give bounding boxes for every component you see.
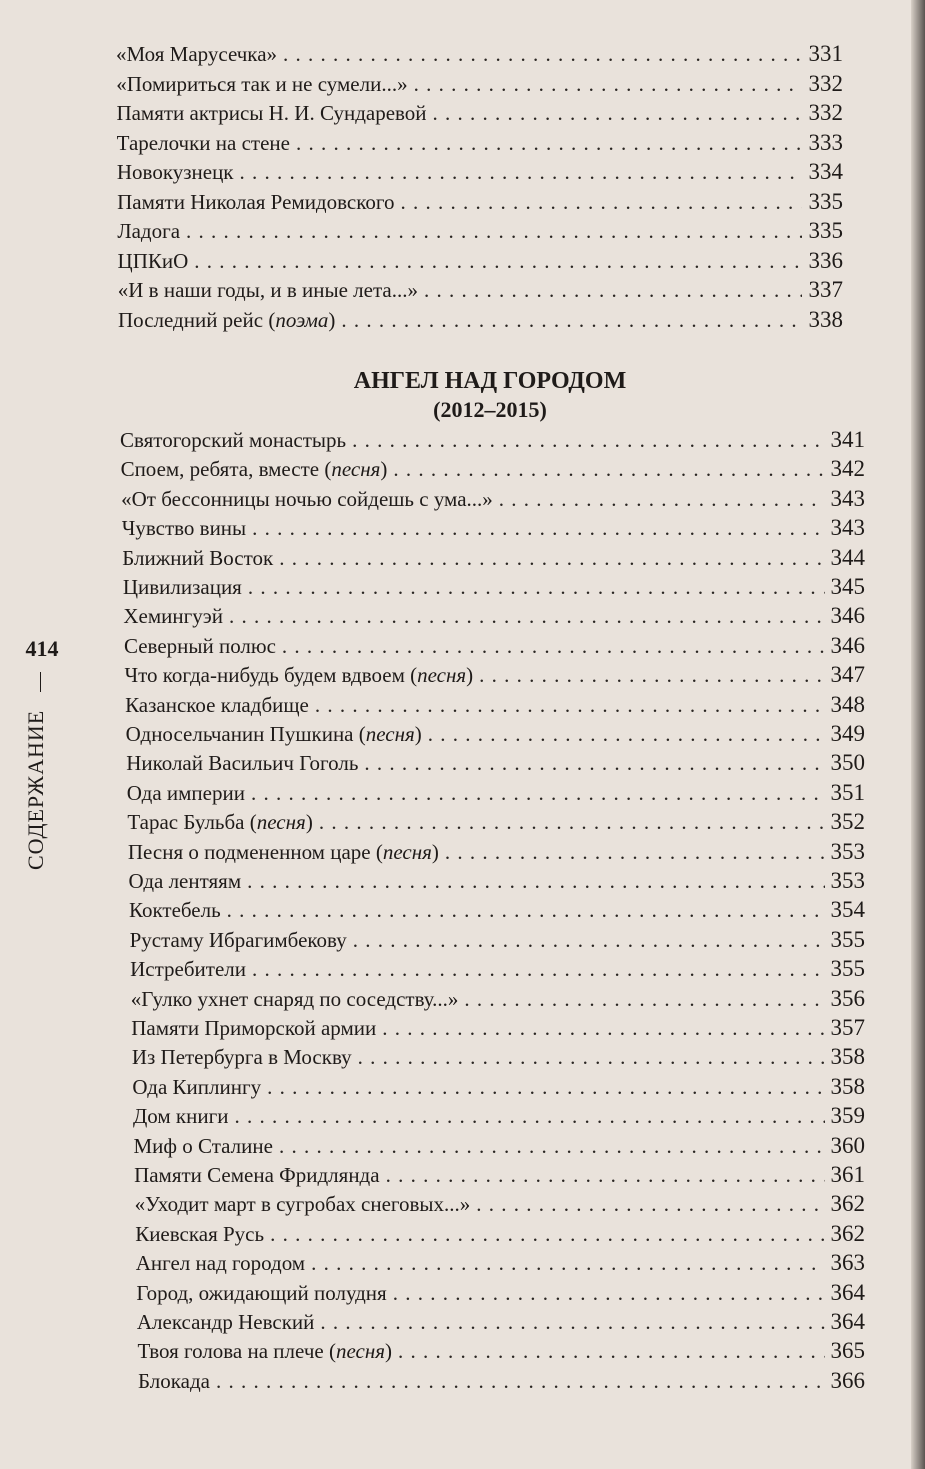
toc-entry [131, 985, 865, 1013]
toc-entry-page: 366 [830, 1367, 865, 1393]
toc-entry-title [117, 158, 234, 186]
dot-leader [252, 955, 824, 983]
toc-entry-title-text: Тарелочки на стене [116, 130, 290, 155]
toc-entry [122, 544, 865, 572]
toc-entry [137, 1337, 865, 1365]
toc-entry-page: 362 [830, 1191, 865, 1217]
toc-entry [134, 1132, 866, 1160]
dot-leader [382, 1014, 824, 1042]
dot-leader [476, 1190, 824, 1218]
toc-entry-page: 362 [830, 1220, 865, 1246]
toc-entry-page: 350 [830, 750, 865, 776]
toc-entry-note: песня [256, 810, 306, 835]
toc-entry-page: 347 [830, 662, 865, 688]
dot-leader [248, 573, 825, 601]
toc-entry-page: 364 [830, 1279, 865, 1305]
dot-leader [311, 1249, 824, 1277]
toc-entry-page: 355 [830, 956, 865, 982]
toc-entry-title-text: Памяти Николая Ремидовского [117, 189, 395, 214]
toc-entry-title-text: Дом книги [132, 1104, 229, 1129]
toc-entry [129, 896, 865, 924]
dot-leader [352, 426, 824, 454]
dot-leader [227, 896, 825, 924]
toc-entry-title-text: Александр Невский [136, 1310, 315, 1334]
dot-leader [386, 1161, 825, 1189]
toc-entry [126, 720, 865, 748]
toc-entry-title [136, 1279, 386, 1307]
toc-entry-title-text: Северный полюс [123, 633, 276, 658]
toc-entry-title-text: Односельчанин Пушкина [125, 722, 354, 746]
toc-entry-title [116, 99, 426, 127]
toc-entry-title [132, 1073, 261, 1101]
dot-leader [315, 691, 825, 719]
dot-leader [414, 70, 803, 98]
dot-leader [393, 455, 824, 483]
toc-entry-title [131, 985, 459, 1013]
toc-entry-page: 348 [830, 691, 865, 717]
toc-entry-page: 353 [830, 838, 865, 864]
toc-entry [130, 955, 865, 983]
toc-entry-title [123, 602, 223, 630]
toc-entry-page: 344 [830, 544, 865, 570]
toc-entry-title [118, 247, 189, 275]
toc-entry-title-text: Что когда-нибудь будем вдвоем [124, 663, 405, 688]
toc-entry-page: 335 [808, 218, 843, 243]
toc-entry-note: песня [331, 457, 381, 482]
toc-entry [128, 867, 865, 895]
dot-leader [319, 808, 825, 836]
toc-entry-title [133, 1102, 229, 1130]
toc-entry-title-text: Новокузнецк [116, 160, 234, 184]
toc-entry-page: 341 [830, 427, 865, 452]
toc-entry-title [126, 749, 358, 777]
toc-entry-page: 336 [808, 247, 843, 273]
toc-entry-title [122, 514, 246, 542]
book-spine-shadow [911, 0, 925, 1469]
dot-leader [234, 1102, 824, 1130]
toc-entry-title-text: «Помириться так и не сумели...» [116, 71, 408, 96]
dot-leader [229, 602, 825, 630]
dot-leader [400, 188, 802, 216]
toc-entry-title: Тарас Бульба (песня) [127, 810, 313, 835]
toc-entry-page: 345 [830, 574, 865, 599]
toc-entry [121, 455, 865, 483]
toc-entry-title-text: Споем, ребята, вместе [120, 457, 320, 482]
margin-rule [40, 672, 41, 692]
toc-entry [136, 1279, 865, 1307]
toc-entry-title-text: Песня о подмененном царе [127, 839, 371, 864]
toc-entry [118, 276, 843, 304]
toc-entry [138, 1367, 865, 1395]
toc-entry-note: песня [417, 663, 467, 688]
toc-entry-title [137, 1308, 315, 1336]
toc-entry-title [120, 426, 346, 454]
toc-entry-title-text: Ангел над городом [135, 1251, 306, 1276]
toc-entry-page: 352 [830, 809, 865, 835]
toc-entry-page: 332 [808, 70, 843, 96]
dot-leader [445, 838, 825, 866]
toc-entry-title-text: «Гулко ухнет снаряд по соседству...» [130, 986, 459, 1011]
toc-entry-page: 361 [830, 1162, 865, 1187]
toc-entry [132, 1073, 865, 1101]
toc-entry-title [131, 1014, 376, 1042]
toc-entry [134, 1161, 865, 1189]
toc-entry-title [136, 1249, 305, 1277]
dot-leader [283, 40, 802, 68]
toc-entry [118, 247, 843, 275]
toc-entry [126, 749, 865, 777]
toc-entry [117, 188, 843, 216]
toc-entry [135, 1220, 865, 1248]
toc-entry-title-text: «Уходит март в сугробах снеговых...» [134, 1192, 471, 1217]
dot-leader [270, 1220, 824, 1248]
toc-entry-title [117, 188, 394, 216]
toc-entry-title [128, 867, 241, 895]
toc-entry-page: 357 [830, 1015, 865, 1040]
dot-leader [279, 544, 824, 572]
toc-entry-page: 338 [808, 306, 843, 332]
section-years: (2012–2015) [433, 397, 547, 422]
toc-entry-title-text: «Моя Марусечка» [116, 42, 278, 66]
toc-entry-page: 343 [830, 515, 865, 541]
toc-entry-title [138, 1367, 210, 1395]
dot-leader [320, 1308, 824, 1336]
toc-entry-note: песня [335, 1339, 386, 1364]
toc-entry [116, 40, 843, 68]
dot-leader [240, 158, 803, 186]
toc-entry-title-text: Хемингуэй [123, 604, 223, 629]
toc-entry-title-text: Ближний Восток [122, 545, 274, 570]
toc-entry [128, 838, 865, 866]
toc-entry-title-text: Истребители [130, 957, 247, 982]
toc-entry-page: 365 [830, 1338, 865, 1364]
dot-leader [267, 1073, 824, 1101]
toc-entry-page: 349 [830, 721, 865, 746]
dot-leader [479, 661, 824, 689]
toc-entry-page: 346 [830, 632, 865, 658]
toc-entry-page: 346 [830, 603, 865, 629]
toc-entry [131, 1014, 865, 1042]
dot-leader [499, 485, 825, 513]
toc-entry-page: 363 [830, 1250, 865, 1276]
toc-entry-page: 332 [808, 100, 843, 125]
toc-entry-title [129, 896, 221, 924]
toc-entry-title-text: Тарас Бульба [127, 810, 245, 835]
toc-entry-note: песня [365, 722, 415, 746]
running-header-contents: СОДЕРЖАНИЕ [23, 709, 48, 870]
dot-leader [186, 217, 802, 245]
dot-leader [433, 99, 803, 127]
toc-entry-title [116, 70, 407, 98]
toc-entry-title [127, 779, 245, 807]
toc-entry-page: 364 [830, 1309, 865, 1334]
toc-entry-title-text: Из Петербурга в Москву [131, 1045, 352, 1070]
toc-entry-title: Что когда-нибудь будем вдвоем (песня) [124, 663, 474, 688]
toc-entry-title-text: Киевская Русь [135, 1221, 265, 1246]
toc-entry [118, 306, 843, 334]
toc-entry [117, 158, 843, 186]
dot-leader [251, 779, 825, 807]
toc-entry [127, 808, 865, 836]
toc-entry-title: Песня о подмененном царе (песня) [127, 839, 439, 864]
toc-entry-title [124, 632, 276, 660]
toc-entry-page: 331 [808, 41, 843, 66]
toc-entry-page: 335 [808, 188, 843, 214]
dot-leader [428, 720, 825, 748]
toc-entry-page: 358 [830, 1044, 865, 1070]
section-heading: АНГЕЛ НАД ГОРОДОМ [353, 368, 627, 394]
toc-entry-title [135, 1190, 471, 1218]
toc-entry-title-text: Блокада [138, 1368, 210, 1393]
toc-entry-page: 342 [830, 456, 865, 482]
toc-entry [121, 485, 865, 513]
toc-entry-title [132, 1043, 352, 1071]
dot-leader [358, 1043, 825, 1071]
toc-entry-title [134, 1132, 273, 1160]
dot-leader [296, 129, 803, 157]
toc-entry-title [121, 485, 493, 513]
toc-entry-title-text: Город, ожидающий полудня [136, 1280, 387, 1305]
dot-leader [393, 1279, 825, 1307]
toc-entry-page: 358 [830, 1073, 865, 1099]
toc-entry-title [117, 217, 180, 245]
toc-entry-title [134, 1161, 380, 1189]
dot-leader [398, 1337, 824, 1365]
toc-entry [127, 779, 865, 807]
toc-entry [135, 1190, 865, 1218]
toc-entry-title: Последний рейс (поэма) [118, 307, 336, 332]
toc-entry-page: 337 [808, 277, 843, 302]
toc-entry-title: Односельчанин Пушкина (песня) [125, 722, 422, 746]
toc-entry [122, 514, 865, 542]
toc-entry [124, 632, 865, 660]
toc-entry-title-text: ЦПКиО [117, 248, 189, 273]
toc-entry [116, 70, 843, 98]
toc-entry-note: поэма [275, 307, 329, 332]
toc-entry-title-text: Цивилизация [122, 575, 242, 599]
toc-entry [117, 129, 843, 157]
toc-entry-title: Споем, ребята, вместе (песня) [120, 457, 388, 482]
dot-leader [279, 1132, 825, 1160]
toc-entry-title-text: Последний рейс [118, 307, 264, 332]
toc-entry [125, 661, 866, 689]
dot-leader [194, 247, 802, 275]
toc-entry-title-text: Ода лентяям [128, 869, 242, 893]
toc-entry-title [125, 691, 309, 719]
toc-entry-title [123, 573, 242, 601]
toc-entry-title-text: Памяти актрисы Н. И. Сундаревой [116, 101, 427, 125]
toc-entry [137, 1308, 865, 1336]
toc-entry-page: 351 [830, 779, 865, 805]
toc-entry [123, 573, 865, 601]
toc-entry-title-text: Памяти Приморской армии [131, 1016, 377, 1040]
toc-entry-title-text: Ода Киплингу [132, 1074, 262, 1099]
toc-entry-page: 343 [830, 485, 865, 511]
toc-entry [117, 217, 843, 245]
toc-entry-title-text: «И в наши годы, и в иные лета...» [117, 278, 418, 302]
toc-entry [130, 926, 865, 954]
toc-entry-page: 359 [830, 1103, 865, 1129]
toc-entry-title [135, 1220, 264, 1248]
toc-entry-page: 356 [830, 985, 865, 1011]
toc-entry-title: Твоя голова на плече (песня) [137, 1339, 393, 1364]
toc-entry-page: 360 [830, 1132, 865, 1158]
toc-entry-page: 354 [830, 897, 865, 923]
toc-entry-page: 355 [830, 926, 865, 952]
toc-entry-title-text: Чувство вины [121, 516, 247, 541]
toc-entry-page: 334 [808, 159, 843, 184]
toc-entry-title-text: Николай Васильич Гоголь [126, 751, 359, 776]
toc-entry-title [130, 955, 246, 983]
toc-entry-title-text: Святогорский монастырь [120, 428, 347, 452]
dot-leader [424, 276, 803, 304]
toc-entry-title-text: Памяти Семена Фридлянда [134, 1163, 380, 1187]
toc-entry-page: 333 [808, 129, 843, 155]
toc-entry-page: 353 [830, 868, 865, 893]
toc-entry-title [130, 926, 347, 954]
toc-entry [136, 1249, 865, 1277]
toc-entry [116, 99, 843, 127]
toc-entry [123, 602, 865, 630]
dot-leader [341, 306, 802, 334]
toc-entry-title-text: Рустаму Ибрагимбекову [129, 927, 347, 952]
toc-entry-title-text: Ладога [117, 219, 181, 243]
toc-entry-title [118, 276, 418, 304]
page-number: 414 [25, 636, 59, 661]
dot-leader [464, 985, 824, 1013]
toc-entry-title [122, 544, 273, 572]
toc-entry [120, 426, 865, 454]
toc-entry [125, 691, 865, 719]
dot-leader [247, 867, 824, 895]
dot-leader [353, 926, 825, 954]
toc-entry-title [117, 129, 290, 157]
toc-entry-title-text: Твоя голова на плече [137, 1339, 324, 1364]
dot-leader [216, 1367, 825, 1395]
toc-entry [133, 1102, 865, 1130]
toc-entry-title [116, 40, 277, 68]
toc-entry-title-text: Казанское кладбище [125, 692, 309, 717]
toc-entry [132, 1043, 865, 1071]
dot-leader [282, 632, 825, 660]
toc-entry-title-text: «От бессонницы ночью сойдешь с ума...» [121, 486, 493, 511]
toc-entry-title-text: Миф о Сталине [133, 1133, 273, 1158]
toc-entry-note: песня [382, 839, 432, 864]
dot-leader [364, 749, 824, 777]
toc-entry-title-text: Ода империи [126, 780, 245, 805]
dot-leader [252, 514, 824, 542]
toc-entry-title-text: Коктебель [129, 898, 221, 923]
